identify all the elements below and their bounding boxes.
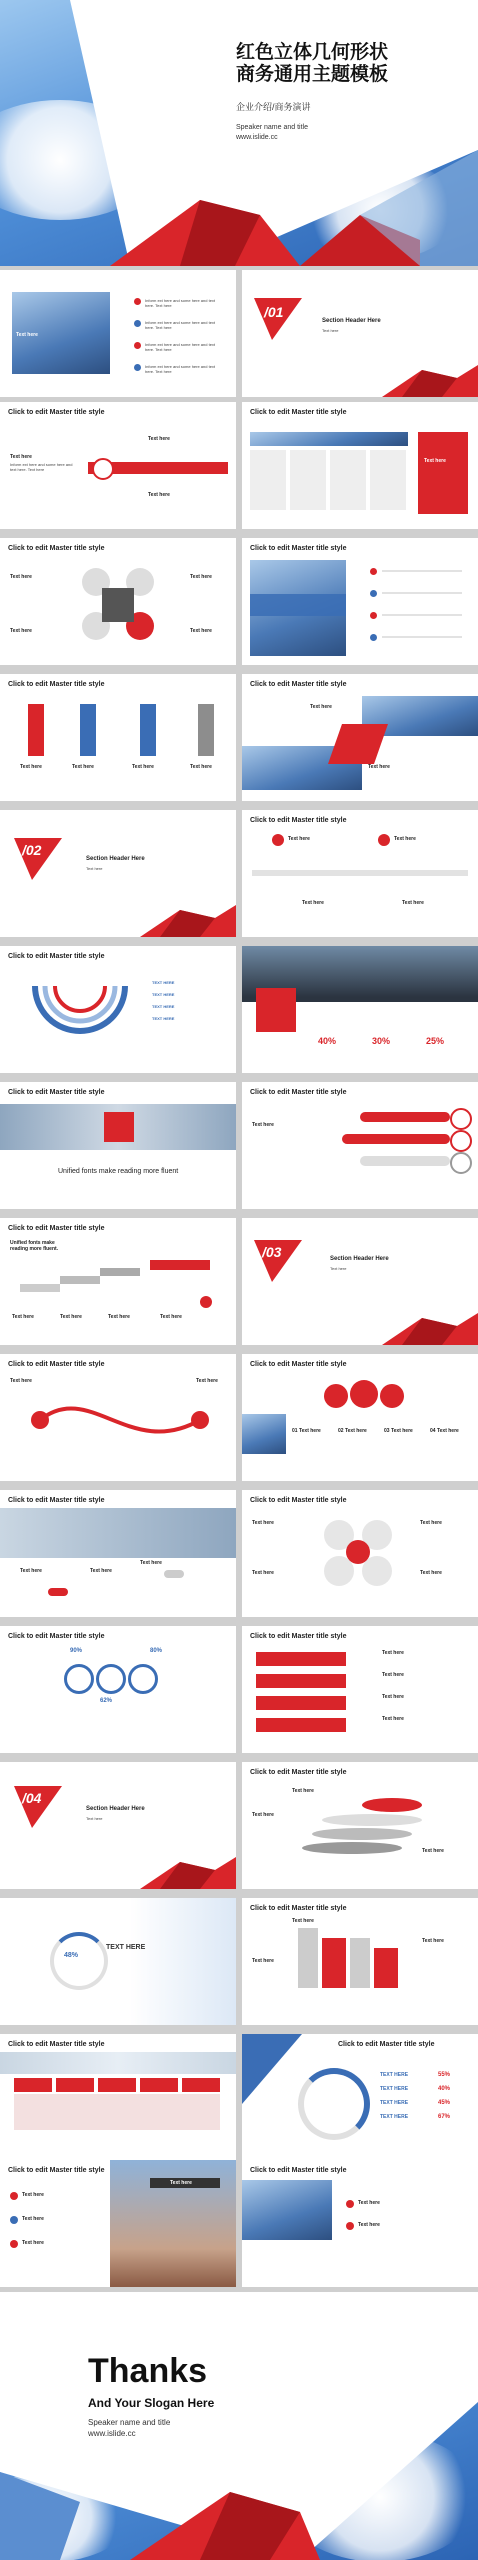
cube-column <box>350 1938 370 1988</box>
column-bar <box>80 704 96 756</box>
slide-title: Click to edit Master title style <box>8 2041 105 2048</box>
slide-title: Click to edit Master title style <box>250 817 347 824</box>
banner-accent <box>104 1112 134 1142</box>
card-header <box>14 2078 52 2092</box>
slide-cubes[interactable] <box>242 1898 478 2025</box>
donut-ring <box>298 2068 370 2140</box>
cover-site: www.islide.cc <box>236 134 278 141</box>
corner-label: Text here <box>10 1378 32 1384</box>
slide-title: Click to edit Master title style <box>250 1769 347 1776</box>
pill-bar <box>342 1134 450 1144</box>
petal-label: Text here <box>252 1570 274 1576</box>
slide-stair-steps[interactable] <box>0 1218 236 1345</box>
section-number: /03 <box>262 1244 282 1260</box>
icon-circle <box>380 1384 404 1408</box>
pill-icon <box>450 1108 472 1130</box>
card-header <box>56 2078 94 2092</box>
ring <box>96 1664 126 1694</box>
ring-percent: 90% <box>70 1648 83 1654</box>
card <box>290 450 326 510</box>
gray-pill <box>164 1570 184 1578</box>
row-label: 04 Text here <box>430 1428 459 1434</box>
cover-subtitle: 企业介绍/商务演讲 <box>236 102 311 112</box>
ladder-label: Text here <box>382 1716 404 1722</box>
highlight-label: Text here <box>424 458 446 464</box>
icon-circle <box>324 1384 348 1408</box>
slide-title: Click to edit Master title style <box>8 1361 105 1368</box>
slide-stacked-discs[interactable] <box>242 1762 478 1889</box>
text-line <box>382 570 462 572</box>
section-triangles <box>242 1218 478 1345</box>
section-sub: Text here <box>86 1816 103 1821</box>
ladder-bar <box>256 1696 346 1710</box>
slide-blue-donut[interactable] <box>242 2034 478 2161</box>
step-label: Text here <box>60 1314 82 1320</box>
pill-bar <box>360 1156 450 1166</box>
step-label: Text here <box>160 1314 182 1320</box>
donut-label: TEXT HERE <box>380 2086 409 2092</box>
ladder-bar <box>256 1674 346 1688</box>
text-line <box>382 592 462 594</box>
ring-percent: 80% <box>150 1648 163 1654</box>
bullet-label: Text here <box>22 2192 44 2198</box>
bullet-icon <box>10 2192 18 2200</box>
arc-graphic <box>30 976 130 1036</box>
slide-title: Click to edit Master title style <box>250 1633 347 1640</box>
slide-title: Click to edit Master title style <box>250 1497 347 1504</box>
progress-ring <box>50 1932 108 1990</box>
pill-icon <box>450 1130 472 1152</box>
disc-label: Text here <box>292 1788 314 1794</box>
slide-title: Click to edit Master title style <box>8 1089 105 1096</box>
highlight-card <box>418 432 468 514</box>
stat-value: 40% <box>318 1036 337 1046</box>
thanks-speaker: Speaker name and title <box>88 2418 171 2427</box>
slide-book-columns[interactable] <box>0 674 236 801</box>
upper-label: Text here <box>310 704 332 710</box>
text-line <box>382 636 462 638</box>
thanks-geometry <box>0 2292 478 2560</box>
ring <box>64 1664 94 1694</box>
slide-title: Click to edit Master title style <box>8 545 105 552</box>
petal <box>362 1556 392 1586</box>
banner-photo <box>0 2052 236 2074</box>
donut-label: TEXT HERE <box>380 2072 409 2078</box>
row-label: 03 Text here <box>384 1428 413 1434</box>
slide-arrow-list[interactable] <box>0 402 236 529</box>
corner-label: Text here <box>10 628 32 634</box>
slide-circle-cluster[interactable] <box>0 538 236 665</box>
bullet-icon <box>134 364 141 371</box>
card <box>250 450 286 510</box>
slide-title: Click to edit Master title style <box>8 681 105 688</box>
bullet-icon <box>370 590 377 597</box>
intro-label: Text here <box>252 1122 274 1128</box>
petal-label: Text here <box>420 1570 442 1576</box>
slide-curved-arrow[interactable] <box>0 1354 236 1481</box>
pill-bar <box>360 1112 450 1122</box>
ladder-label: Text here <box>382 1694 404 1700</box>
slide-title: Click to edit Master title style <box>250 681 347 688</box>
timeline-label: Text here <box>402 900 424 906</box>
slide-building-wave[interactable] <box>0 1490 236 1617</box>
cover-title <box>236 42 388 86</box>
progress-label: TEXT HERE <box>106 1944 146 1951</box>
cube-column <box>298 1928 318 1988</box>
gradient-bg <box>0 1898 236 2025</box>
banner-caption: Unified fonts make reading more fluent <box>58 1168 179 1175</box>
pill-icon <box>450 1152 472 1174</box>
slide-title: Click to edit Master title style <box>8 953 105 960</box>
photo-strip <box>250 432 408 446</box>
slide-building-list[interactable] <box>0 270 236 397</box>
cover-title-line2: 商务通用主题模板 <box>236 64 389 85</box>
column-label: Text here <box>190 764 212 770</box>
step-bar <box>100 1268 140 1276</box>
building-photo <box>0 1508 236 1558</box>
ladder-bar <box>256 1652 346 1666</box>
slide-five-cards[interactable] <box>0 2034 236 2161</box>
bullet-text: Inform ext here and some here and text here. Text here <box>145 320 216 330</box>
donut-label: TEXT HERE <box>380 2100 409 2106</box>
side-photo <box>242 1414 286 1454</box>
wave-label: Text here <box>20 1568 42 1574</box>
lower-label: Text here <box>368 764 390 770</box>
wave-label: Text here <box>90 1568 112 1574</box>
blue-corner-shape <box>242 2034 302 2104</box>
bullet-icon <box>346 2222 354 2230</box>
bullet-icon <box>10 2240 18 2248</box>
thanks-site: www.islide.cc <box>88 2429 136 2438</box>
card-body <box>14 2094 220 2130</box>
donut-percent: 40% <box>438 2086 451 2092</box>
stats-accent-box <box>256 988 296 1032</box>
ladder-label: Text here <box>382 1650 404 1656</box>
column-bar <box>140 704 156 756</box>
bullet-label: Text here <box>22 2216 44 2222</box>
bullet-text: Inform ext here and some here and text here. Text here <box>145 364 216 374</box>
list-label: TEXT HERE <box>152 980 175 985</box>
slide-photo-banner[interactable] <box>0 1082 236 1209</box>
section-sub: Text here <box>322 328 339 333</box>
disc-label: Text here <box>252 1812 274 1818</box>
ring <box>128 1664 158 1694</box>
disc-layer <box>302 1842 402 1854</box>
slide-zigzag-photo[interactable] <box>242 674 478 801</box>
timeline-label: Text here <box>394 836 416 842</box>
left-label: Text here <box>10 454 32 460</box>
bullet-icon <box>346 2200 354 2208</box>
section-header: Section Header Here <box>322 318 381 324</box>
slide-title: Click to edit Master title style <box>8 1225 105 1232</box>
section-triangles <box>0 1762 236 1889</box>
timeline-marker <box>378 834 390 846</box>
stat-value: 25% <box>426 1036 445 1046</box>
slide-dark-stats[interactable] <box>242 946 478 1073</box>
disc-layer-accent <box>362 1798 422 1812</box>
slide-title: Click to edit Master title style <box>250 545 347 552</box>
ladder-label: Text here <box>382 1672 404 1678</box>
section-header: Section Header Here <box>86 856 145 862</box>
section-header: Section Header Here <box>330 1256 389 1262</box>
slide-title: Click to edit Master title style <box>8 409 105 416</box>
bullet-icon <box>134 320 141 327</box>
curved-arrow <box>30 1380 210 1460</box>
red-parallelogram <box>328 724 388 764</box>
step-bar-accent <box>150 1260 210 1270</box>
section-sub: Text here <box>330 1266 347 1271</box>
slide-title: Click to edit Master title style <box>250 2167 347 2174</box>
column-label: Text here <box>132 764 154 770</box>
donut-percent: 55% <box>438 2072 451 2078</box>
slide-title: Click to edit Master title style <box>8 1633 105 1640</box>
step-icon <box>200 1296 212 1308</box>
petal-label: Text here <box>420 1520 442 1526</box>
section-number: /02 <box>22 842 42 858</box>
slide-title: Click to edit Master title style <box>8 2167 105 2174</box>
slide-section-02[interactable] <box>0 810 236 937</box>
list-label: TEXT HERE <box>152 1004 175 1009</box>
ring-percent: 62% <box>100 1698 113 1704</box>
slide-arc-list[interactable] <box>0 946 236 1073</box>
wave-label: Text here <box>140 1560 162 1566</box>
column-label: Text here <box>72 764 94 770</box>
intro-text: Unified fonts make reading more fluent. <box>10 1240 59 1252</box>
slide-circle-percents[interactable] <box>0 1626 236 1753</box>
slide-ladder[interactable] <box>242 1626 478 1753</box>
list-label: TEXT HERE <box>152 1016 175 1021</box>
donut-label: TEXT HERE <box>380 2114 409 2120</box>
slide-red-pills[interactable] <box>242 1082 478 1209</box>
left-text: Inform ext here and some here and text here. Text here <box>10 462 73 472</box>
card <box>330 450 366 510</box>
thanks-title: Thanks <box>88 2352 208 2390</box>
section-triangles <box>0 810 236 937</box>
slide-section-01[interactable] <box>242 270 478 397</box>
text-line <box>382 614 462 616</box>
cube-label: Text here <box>252 1958 274 1964</box>
icon-circle <box>350 1380 378 1408</box>
slide-photo-list[interactable] <box>242 538 478 665</box>
donut-percent: 67% <box>438 2114 451 2120</box>
slide-petal-diagram[interactable] <box>242 1490 478 1617</box>
card-header <box>182 2078 220 2092</box>
slide-title: Click to edit Master title style <box>250 1089 347 1096</box>
slide-title: Click to edit Master title style <box>250 1361 347 1368</box>
donut-percent: 45% <box>438 2100 451 2106</box>
target-icon <box>92 458 114 480</box>
section-number: /04 <box>22 1790 42 1806</box>
bullet-text: Inform ext here and some here and text here. Text here <box>145 342 216 352</box>
card-header <box>140 2078 178 2092</box>
timeline-bar <box>252 870 468 876</box>
slide-tower-photo[interactable] <box>0 2160 236 2287</box>
section-sub: Text here <box>86 866 103 871</box>
card <box>370 450 406 510</box>
bullet-text: Inform ext here and some here and text here. Text here <box>145 298 216 308</box>
timeline-label: Text here <box>288 836 310 842</box>
corner-label: Text here <box>10 574 32 580</box>
cover-title-line1: 红色立体几何形状 <box>236 42 389 63</box>
thanks-slogan: And Your Slogan Here <box>88 2396 215 2410</box>
disc-layer <box>312 1828 412 1840</box>
row-label: 02 Text here <box>338 1428 367 1434</box>
section-triangles <box>242 270 478 397</box>
red-pill <box>48 1588 68 1596</box>
thanks-slide[interactable] <box>0 2292 478 2560</box>
slide-sky-list[interactable] <box>242 2160 478 2287</box>
progress-value: 48% <box>64 1952 79 1959</box>
slide-section-03[interactable] <box>242 1218 478 1345</box>
slide-progress-ring[interactable] <box>0 1898 236 2025</box>
step-bar <box>20 1284 60 1292</box>
bullet-label: Text here <box>22 2240 44 2246</box>
petal-label: Text here <box>252 1520 274 1526</box>
bullet-icon <box>10 2216 18 2224</box>
disc-label: Text here <box>422 1848 444 1854</box>
photo-overlay <box>250 594 346 616</box>
card-header <box>98 2078 136 2092</box>
bullet-icon <box>134 342 141 349</box>
ladder-bar <box>256 1718 346 1732</box>
slide-title: Click to edit Master title style <box>250 1905 347 1912</box>
slide-section-04[interactable] <box>0 1762 236 1889</box>
slide-title: Click to edit Master title style <box>250 409 347 416</box>
column-bar <box>198 704 214 756</box>
step-label: Text here <box>12 1314 34 1320</box>
section-number: /01 <box>264 304 284 320</box>
corner-label: Text here <box>190 628 212 634</box>
column-label: Text here <box>20 764 42 770</box>
slide-four-labels[interactable] <box>242 1354 478 1481</box>
slide-title: Click to edit Master title style <box>338 2041 435 2048</box>
bullet-icon <box>370 612 377 619</box>
step-bar <box>60 1276 100 1284</box>
petal-center <box>346 1540 370 1564</box>
stat-value: 30% <box>372 1036 391 1046</box>
cover-geometry <box>0 0 478 266</box>
slide-four-cards[interactable] <box>242 402 478 529</box>
tower-caption: Text here <box>170 2180 192 2186</box>
bottom-label: Text here <box>148 492 170 498</box>
bullet-label: Text here <box>358 2200 380 2206</box>
slide-title: Click to edit Master title style <box>8 1497 105 1504</box>
top-label: Text here <box>148 436 170 442</box>
cube-label: Text here <box>292 1918 314 1924</box>
slide-timeline[interactable] <box>242 810 478 937</box>
bullet-label: Text here <box>358 2222 380 2228</box>
cover-speaker: Speaker name and title <box>236 124 308 131</box>
bullet-icon <box>370 568 377 575</box>
bullet-icon <box>370 634 377 641</box>
cover-slide[interactable] <box>0 0 478 266</box>
disc-layer <box>322 1814 422 1826</box>
list-label: TEXT HERE <box>152 992 175 997</box>
section-header: Section Header Here <box>86 1806 145 1812</box>
corner-label: Text here <box>190 574 212 580</box>
step-label: Text here <box>108 1314 130 1320</box>
column-bar <box>28 704 44 756</box>
cube-label: Text here <box>422 1938 444 1944</box>
center-photo <box>102 588 134 622</box>
corner-label: Text here <box>196 1378 218 1384</box>
cube-column <box>322 1938 346 1988</box>
row-label: 01 Text here <box>292 1428 321 1434</box>
sky-photo <box>242 2180 332 2240</box>
bullet-icon <box>134 298 141 305</box>
cube-column <box>374 1948 398 1988</box>
timeline-label: Text here <box>302 900 324 906</box>
timeline-marker <box>272 834 284 846</box>
photo-caption: Text here <box>16 332 38 338</box>
